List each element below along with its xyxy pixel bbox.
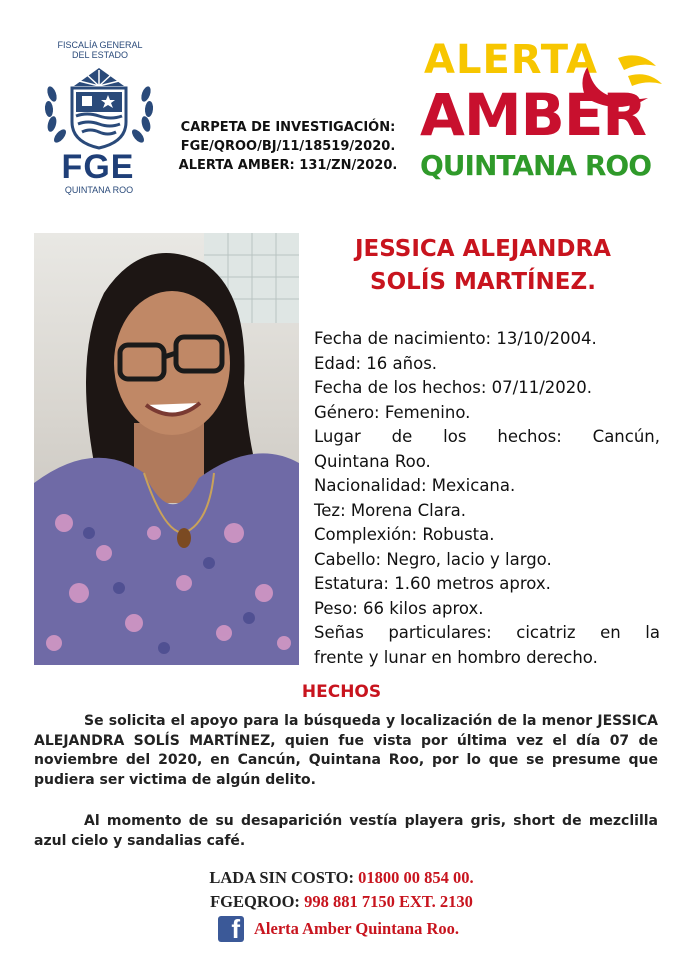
toll-free-contact <box>0 868 683 888</box>
fge-logo-bottom-text: QUINTANA ROO <box>64 185 134 195</box>
fge-contact-number[interactable]: 998 881 7150 EXT. 2130 <box>304 892 473 911</box>
fge-contact <box>0 892 683 912</box>
fge-letters: FGE <box>61 148 135 186</box>
detail-hair: Cabello: Negro, lacio y largo. <box>314 549 552 569</box>
portrait-photo-illustration <box>34 233 299 665</box>
name-line2: SOLÍS MARTÍNEZ. <box>370 269 596 295</box>
detail-build: Complexión: Robusta. <box>314 525 495 544</box>
missing-person-photo <box>34 233 299 665</box>
detail-marks-line2: frente y lunar en hombro derecho. <box>314 647 598 667</box>
detail-age: Edad: 16 años. <box>314 353 438 373</box>
detail-marks-line1: Señas particulares: cicatriz en la <box>314 623 660 642</box>
detail-nationality: Nacionalidad: Mexicana. <box>314 476 516 495</box>
fge-top-line2: DEL ESTADO <box>71 50 128 60</box>
case-reference <box>168 118 408 175</box>
case-reference-line2: FGE/QROO/BJ/11/18519/2020. <box>180 139 396 154</box>
case-reference-line3: ALERTA AMBER: 131/ZN/2020. <box>178 158 398 173</box>
fge-contact-label: FGEQROO: <box>210 892 300 911</box>
detail-place-line2: Quintana Roo. <box>314 451 431 471</box>
facebook-icon: f <box>218 916 244 942</box>
fge-logo-top-text <box>40 40 160 60</box>
case-reference-line1: CARPETA DE INVESTIGACIÓN: <box>180 120 396 135</box>
fge-emblem-icon <box>40 64 158 152</box>
facts-paragraph-1: Se solicita el apoyo para la búsqueda y localización de la menor JESSICA ALEJANDRA SOLÍS MARTÍNEZ, quien fue vista por última vez el día 07 de noviembre del 2020, en Cancún, Quintana Roo, por lo que se presume que pudiera ser victima de algún delito. <box>34 713 658 788</box>
alerta-logo-word-quintana-roo: QUINTANA ROO <box>420 149 652 182</box>
missing-person-name <box>318 233 648 299</box>
detail-incident-date: Fecha de los hechos: 07/11/2020. <box>314 378 592 397</box>
detail-birth-date: Fecha de nacimiento: 13/10/2004. <box>314 329 597 348</box>
detail-place-line1: Lugar de los hechos: Cancún, <box>314 427 660 446</box>
name-line1: JESSICA ALEJANDRA <box>355 236 611 262</box>
fge-top-line1: FISCALÍA GENERAL <box>57 40 143 50</box>
facebook-link[interactable] <box>218 914 459 944</box>
facts-paragraph-2: Al momento de su desaparición vestía playera gris, short de mezclilla azul cielo y sandalias café. <box>34 813 658 849</box>
facebook-label[interactable]: Alerta Amber Quintana Roo. <box>254 919 460 938</box>
detail-height: Estatura: 1.60 metros aprox. <box>314 574 551 593</box>
detail-weight: Peso: 66 kilos aprox. <box>314 598 484 618</box>
toll-free-label: LADA SIN COSTO: <box>209 868 354 887</box>
alerta-logo-word-alerta: ALERTA <box>424 37 598 83</box>
detail-gender: Género: Femenino. <box>314 402 471 422</box>
toll-free-number[interactable]: 01800 00 854 00. <box>358 868 474 887</box>
person-details <box>314 327 660 670</box>
alerta-logo-word-amber: AMBER <box>420 81 647 149</box>
facts-heading: HECHOS <box>301 682 382 702</box>
detail-complexion-tone: Tez: Morena Clara. <box>314 500 466 520</box>
